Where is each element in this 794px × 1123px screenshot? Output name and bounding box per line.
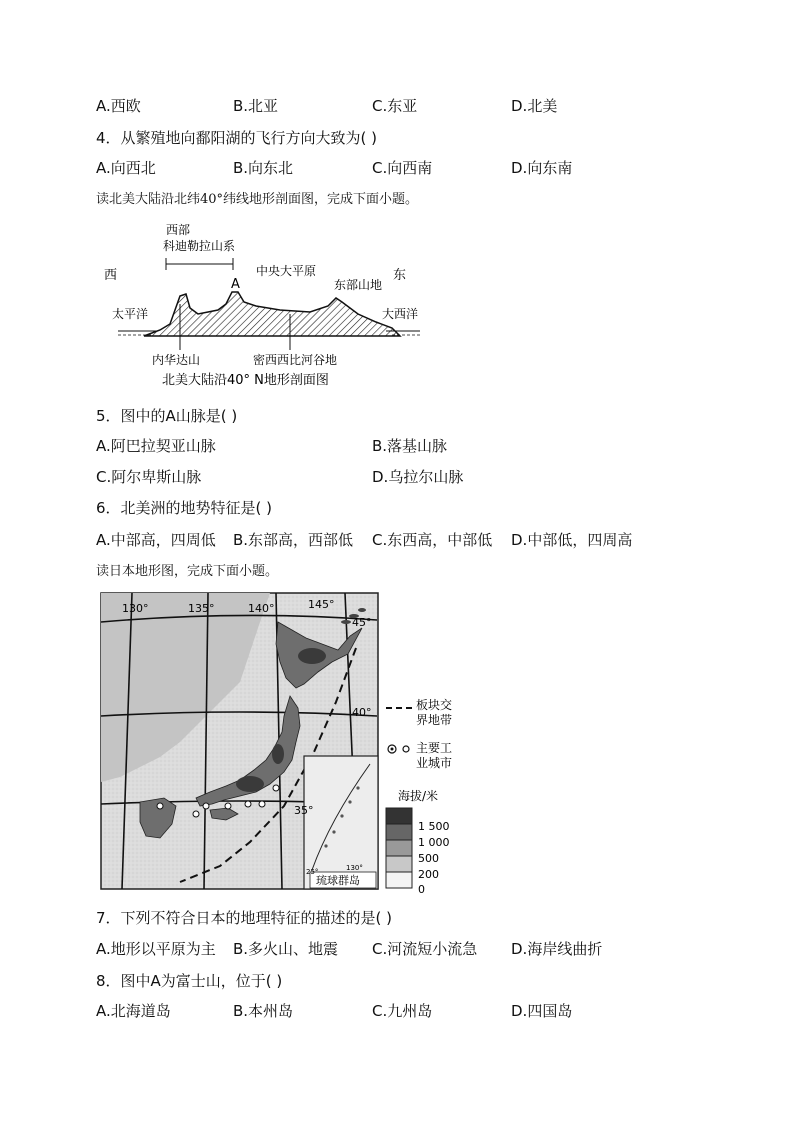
legend-boundary-text-2: 界地带 — [416, 713, 453, 727]
q8-option-a[interactable]: A.北海道岛 — [96, 1002, 171, 1020]
intro-profile: 读北美大陆沿北纬40°纬线地形剖面图，完成下面小题。 — [96, 192, 419, 207]
label-mississippi: 密西西比河谷地 — [253, 353, 338, 367]
legend-elevation-title: 海拔/米 — [398, 789, 439, 803]
legend-elev-500: 500 — [418, 852, 439, 865]
label-atlantic: 大西洋 — [382, 307, 419, 321]
legend-elevation-scale — [386, 808, 412, 888]
label-nevada: 内华达山 — [152, 353, 201, 367]
q3-option-b[interactable]: B.北亚 — [233, 97, 279, 115]
lat-label-45: 45° — [352, 616, 372, 629]
lat-label-40: 40° — [352, 706, 372, 719]
q8-option-c[interactable]: C.九州岛 — [372, 1002, 433, 1020]
q8-option-d[interactable]: D.四国岛 — [511, 1002, 573, 1020]
legend-city-symbol — [403, 746, 409, 752]
q6-stem: 6．北美洲的地势特征是( ) — [96, 499, 273, 517]
legend-boundary-text-1: 板块交 — [416, 698, 453, 712]
q5-option-c[interactable]: C.阿尔卑斯山脉 — [96, 468, 202, 486]
q4-stem: 4．从繁殖地向鄱阳湖的飞行方向大致为( ) — [96, 129, 378, 147]
legend-elev-0: 0 — [418, 883, 425, 896]
ryukyu-inset — [304, 756, 378, 889]
lon-label-130: 130° — [122, 602, 149, 615]
q5-option-d[interactable]: D.乌拉尔山脉 — [372, 468, 464, 486]
label-east: 东 — [393, 268, 407, 283]
q6-option-c[interactable]: C.东西高，中部低 — [372, 531, 493, 549]
inset-lat-label: 25° — [306, 868, 319, 876]
intro-japan: 读日本地形图，完成下面小题。 — [96, 564, 279, 579]
north-america-profile-figure — [100, 218, 430, 390]
ryukyu-label: 琉球群岛 — [316, 874, 360, 887]
q8-stem: 8．图中A为富士山，位于( ) — [96, 972, 283, 990]
q4-option-b[interactable]: B.向东北 — [233, 159, 294, 177]
lon-label-145: 145° — [308, 598, 335, 611]
label-point-a: A — [231, 277, 240, 292]
legend-elev-1000: 1 000 — [418, 836, 450, 849]
q7-option-d[interactable]: D.海岸线曲折 — [511, 940, 603, 958]
japan-map-legend — [384, 696, 464, 896]
q4-option-d[interactable]: D.向东南 — [511, 159, 573, 177]
q3-option-a[interactable]: A.西欧 — [96, 97, 141, 115]
label-cordillera: 科迪勒拉山系 — [163, 239, 236, 253]
q4-option-c[interactable]: C.向西南 — [372, 159, 433, 177]
q6-option-b[interactable]: B.东部高，西部低 — [233, 531, 354, 549]
q7-stem: 7．下列不符合日本的地理特征的描述的是( ) — [96, 909, 393, 927]
q6-option-a[interactable]: A.中部高，四周低 — [96, 531, 216, 549]
q6-option-d[interactable]: D.中部低，四周高 — [511, 531, 633, 549]
q7-option-c[interactable]: C.河流短小流急 — [372, 940, 478, 958]
q5-option-b[interactable]: B.落基山脉 — [372, 437, 448, 455]
label-pacific: 太平洋 — [112, 307, 149, 321]
lat-label-35: 35° — [294, 804, 314, 817]
q7-option-b[interactable]: B.多火山、地震 — [233, 940, 339, 958]
inset-lon-label: 130° — [346, 864, 363, 872]
q3-option-d[interactable]: D.北美 — [511, 97, 558, 115]
q5-stem: 5．图中的A山脉是( ) — [96, 407, 238, 425]
legend-elev-200: 200 — [418, 868, 439, 881]
q4-option-a[interactable]: A.向西北 — [96, 159, 156, 177]
q5-option-a[interactable]: A.阿巴拉契亚山脉 — [96, 437, 216, 455]
lon-label-135: 135° — [188, 602, 215, 615]
label-eastern-mountains: 东部山地 — [334, 278, 383, 292]
legend-city-text-2: 业城市 — [416, 756, 453, 770]
label-west: 西 — [104, 268, 118, 283]
lon-label-140: 140° — [248, 602, 275, 615]
terrain-profile — [144, 292, 400, 336]
legend-elev-1500: 1 500 — [418, 820, 450, 833]
q7-option-a[interactable]: A.地形以平原为主 — [96, 940, 216, 958]
profile-caption: 北美大陆沿40° N地形剖面图 — [162, 373, 329, 388]
q3-option-c[interactable]: C.东亚 — [372, 97, 418, 115]
label-central-plain: 中央大平原 — [256, 264, 317, 278]
legend-city-text-1: 主要工 — [416, 741, 453, 755]
q8-option-b[interactable]: B.本州岛 — [233, 1002, 294, 1020]
label-west-part: 西部 — [166, 223, 191, 237]
